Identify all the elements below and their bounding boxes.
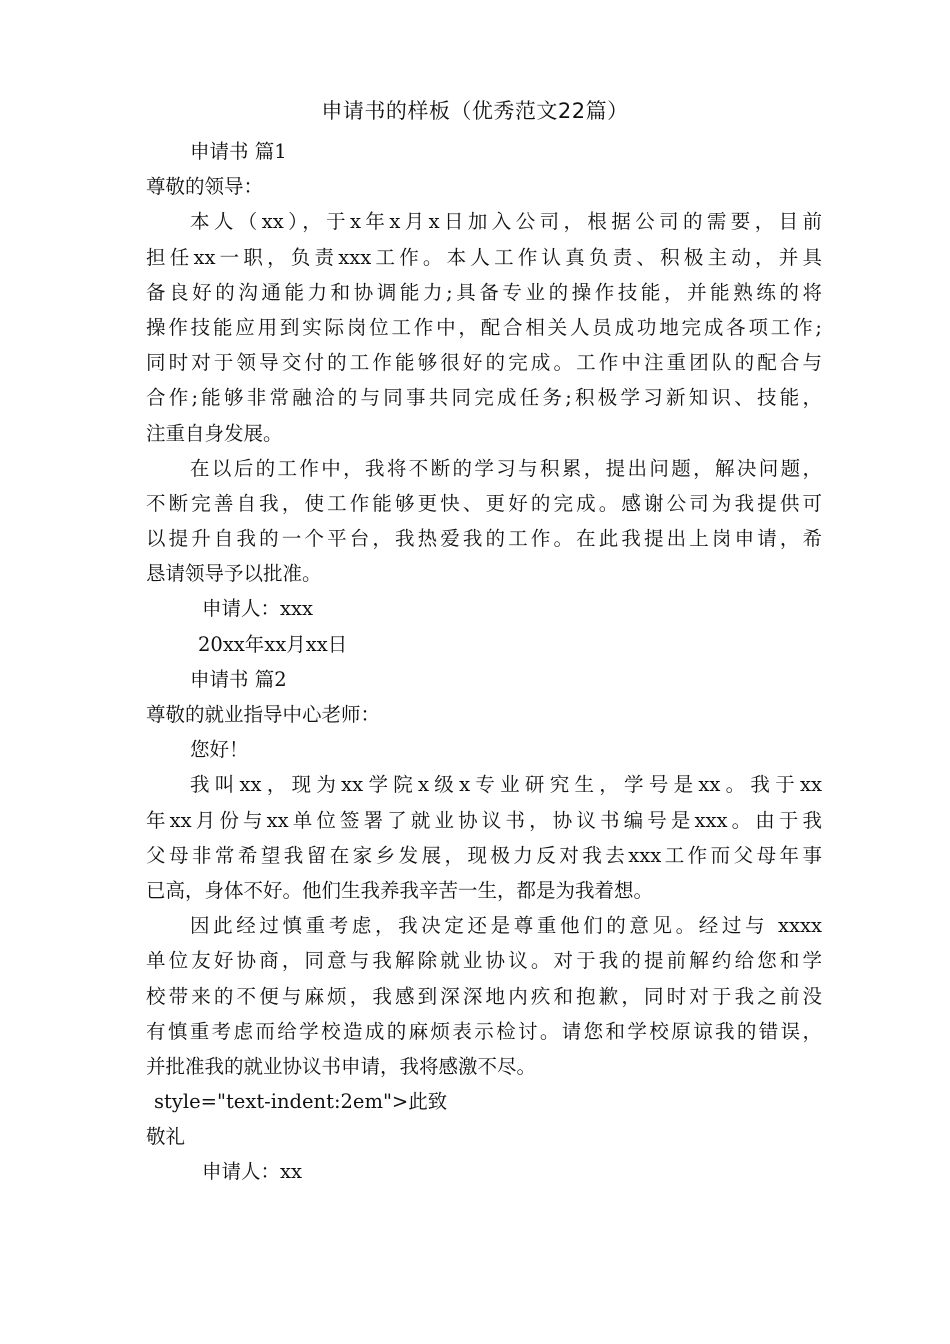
paragraph-line: 备良好的沟通能力和协调能力;具备专业的操作技能，并能熟练的将: [146, 280, 822, 304]
paragraph-line: 校带来的不便与麻烦，我感到深深地内疚和抱歉，同时对于我之前没: [146, 984, 822, 1008]
paragraph-line: 我叫xx，现为xx学院x级x专业研究生，学号是xx。我于xx: [190, 773, 822, 797]
paragraph-line: 已高，身体不好。他们生我养我辛苦一生，都是为我着想。: [146, 878, 654, 902]
paragraph-line: 以提升自我的一个平台，我热爱我的工作。在此我提出上岗申请，希: [146, 527, 822, 551]
paragraph-line: 在以后的工作中，我将不断的学习与积累，提出问题，解决问题，: [190, 456, 822, 480]
salutation-1: 尊敬的领导：: [146, 175, 264, 199]
paragraph-line: 年xx月份与xx单位签署了就业协议书，协议书编号是xxx。由于我: [146, 808, 822, 832]
document-title: 申请书的样板（优秀范文22篇）: [321, 99, 629, 123]
paragraph-line: 同时对于领导交付的工作能够很好的完成。工作中注重团队的配合与: [146, 351, 822, 375]
paragraph-line: 本人（xx），于x年x月x日加入公司，根据公司的需要，目前: [190, 210, 822, 234]
signature-date-1: 20xx年xx月xx日: [198, 632, 348, 656]
paragraph-line: 担任xx一职，负责xxx工作。本人工作认真负责、积极主动，并具: [146, 245, 822, 269]
section-heading-1: 申请书 篇1: [190, 140, 287, 163]
paragraph-line: 不断完善自我，使工作能够更快、更好的完成。感谢公司为我提供可: [146, 491, 822, 515]
document-body: [146, 134, 822, 1190]
paragraph-line: 注重自身发展。: [146, 421, 283, 445]
paragraph-line: 操作技能应用到实际岗位工作中，配合相关人员成功地完成各项工作;: [146, 315, 822, 339]
paragraph-line: 有慎重考虑而给学校造成的麻烦表示检讨。请您和学校原谅我的错误，: [146, 1019, 822, 1043]
paragraph-line: 恳请领导予以批准。: [146, 562, 322, 586]
paragraph-line: 单位友好协商，同意与我解除就业协议。对于我的提前解约给您和学: [146, 949, 822, 973]
applicant-signature-2: 申请人：xx: [202, 1160, 302, 1184]
paragraph-line: 因此经过慎重考虑，我决定还是尊重他们的意见。经过与 xxxx: [190, 914, 822, 938]
closing-line: style="text-indent:2em">此致: [154, 1090, 448, 1114]
paragraph-line: 父母非常希望我留在家乡发展，现极力反对我去xxx工作而父母年事: [146, 843, 822, 867]
paragraph-line: 并批准我的就业协议书申请，我将感激不尽。: [146, 1054, 537, 1078]
paragraph-line: 合作;能够非常融洽的与同事共同完成任务;积极学习新知识、技能，: [146, 386, 822, 410]
applicant-signature-1: 申请人：xxx: [202, 597, 313, 621]
greeting: 您好！: [190, 738, 249, 762]
section-heading-2: 申请书 篇2: [190, 667, 287, 691]
regards-line: 敬礼: [146, 1125, 186, 1149]
salutation-2: 尊敬的就业指导中心老师：: [146, 703, 381, 726]
